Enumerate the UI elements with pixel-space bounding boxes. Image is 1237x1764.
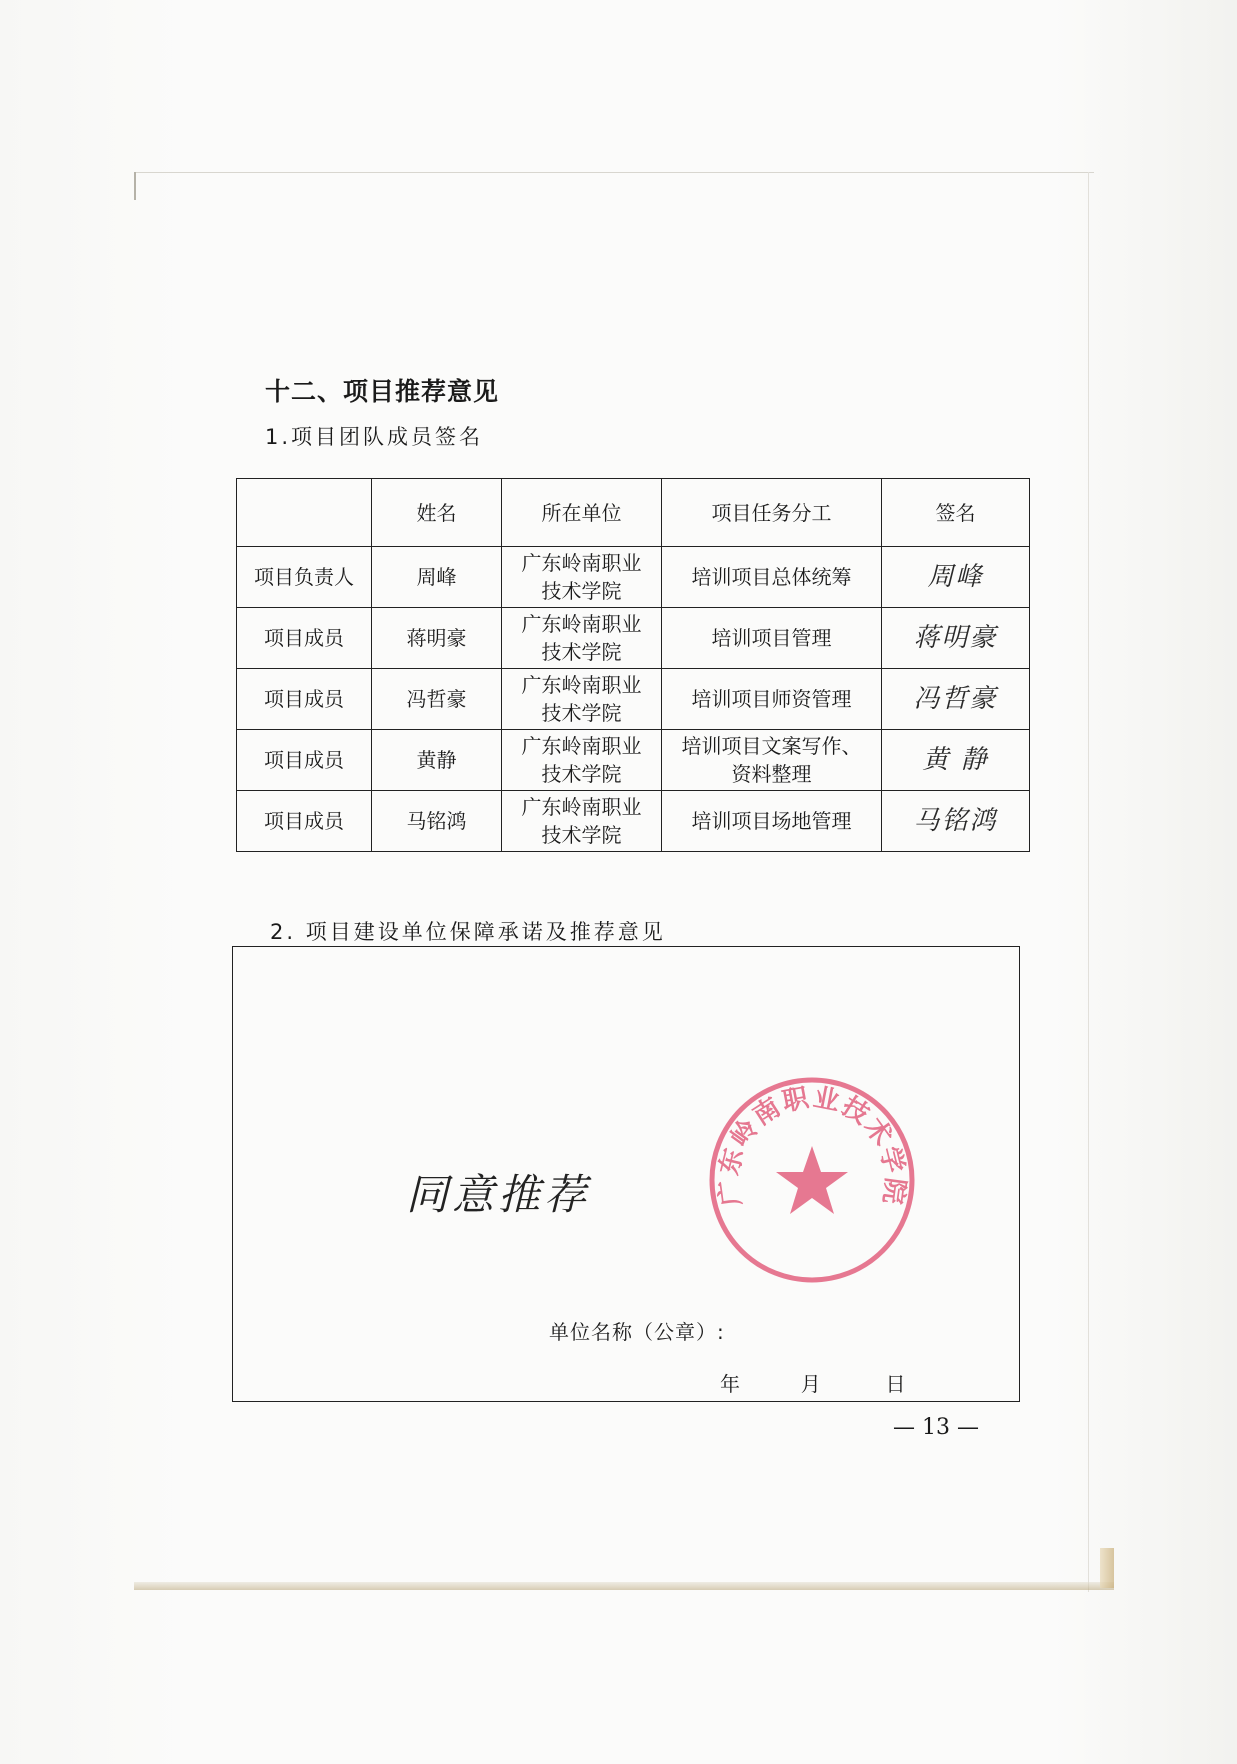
name-cell: 马铭鸿 <box>372 791 502 852</box>
table-row <box>237 608 1030 669</box>
date-line <box>720 1368 905 1397</box>
task-line: 培训项目管理 <box>711 626 832 650</box>
signature-cell <box>882 730 1030 791</box>
unit-cell <box>502 547 662 608</box>
task-cell <box>662 791 882 852</box>
unit-line: 广东岭南职业 <box>521 612 642 636</box>
task-line: 培训项目师资管理 <box>691 687 852 711</box>
signature-cell <box>882 547 1030 608</box>
part1-title: 1.项目团队成员签名 <box>265 425 484 449</box>
name-cell: 黄静 <box>372 730 502 791</box>
page-corner <box>1100 1548 1114 1588</box>
table-header-row <box>237 479 1030 547</box>
signature-cell <box>882 669 1030 730</box>
header-cell: 所在单位 <box>502 479 662 547</box>
unit-line: 技术学院 <box>541 823 622 847</box>
header-cell: 姓名 <box>372 479 502 547</box>
header-cell <box>237 479 372 547</box>
task-cell <box>662 608 882 669</box>
signature-cell <box>882 791 1030 852</box>
header-cell: 项目任务分工 <box>662 479 882 547</box>
handwritten-opinion: 同意推荐 <box>406 1170 591 1219</box>
unit-line: 广东岭南职业 <box>521 734 642 758</box>
date-day: 日 <box>885 1372 906 1396</box>
part2-title: 2. 项目建设单位保障承诺及推荐意见 <box>270 920 666 944</box>
unit-cell <box>502 791 662 852</box>
date-month: 月 <box>800 1372 821 1396</box>
handwritten-signature: 周峰 <box>927 561 984 592</box>
handwritten-signature: 冯哲豪 <box>913 683 998 714</box>
seal-text: 广东岭南职业技术学院 <box>713 1082 911 1208</box>
unit-line: 广东岭南职业 <box>521 795 642 819</box>
task-cell <box>662 547 882 608</box>
header-cell: 签名 <box>882 479 1030 547</box>
unit-line: 技术学院 <box>541 762 622 786</box>
task-line: 培训项目文案写作、 <box>681 734 862 758</box>
seal-star-icon <box>776 1146 848 1214</box>
unit-cell <box>502 730 662 791</box>
page-edge-right <box>1088 172 1089 1592</box>
role-cell: 项目成员 <box>237 608 372 669</box>
page-edge-left <box>134 172 136 200</box>
unit-line: 广东岭南职业 <box>521 551 642 575</box>
table-row <box>237 730 1030 791</box>
unit-cell <box>502 608 662 669</box>
section-title: 十二、项目推荐意见 <box>265 377 500 406</box>
team-members-table <box>236 478 1030 852</box>
page-edge-bottom <box>134 1582 1114 1590</box>
unit-line: 技术学院 <box>541 579 622 603</box>
handwritten-signature: 蒋明豪 <box>913 622 998 653</box>
task-cell <box>662 730 882 791</box>
role-cell: 项目负责人 <box>237 547 372 608</box>
role-cell: 项目成员 <box>237 669 372 730</box>
table-row <box>237 791 1030 852</box>
name-cell: 冯哲豪 <box>372 669 502 730</box>
table-row <box>237 547 1030 608</box>
table-row <box>237 669 1030 730</box>
task-line: 培训项目场地管理 <box>691 809 852 833</box>
handwritten-signature: 黄 静 <box>922 744 989 775</box>
role-cell: 项目成员 <box>237 730 372 791</box>
name-cell: 周峰 <box>372 547 502 608</box>
page-number: — 13 — <box>893 1415 979 1440</box>
unit-line: 广东岭南职业 <box>521 673 642 697</box>
task-line: 资料整理 <box>731 762 812 786</box>
unit-name-label: 单位名称（公章）: <box>549 1320 725 1344</box>
page-edge-top <box>134 172 1094 173</box>
unit-cell <box>502 669 662 730</box>
date-year: 年 <box>720 1372 740 1396</box>
task-cell <box>662 669 882 730</box>
signature-cell <box>882 608 1030 669</box>
handwritten-signature: 马铭鸿 <box>913 805 998 836</box>
unit-line: 技术学院 <box>541 640 622 664</box>
role-cell: 项目成员 <box>237 791 372 852</box>
official-seal <box>706 1074 918 1286</box>
task-line: 培训项目总体统筹 <box>691 565 852 589</box>
unit-line: 技术学院 <box>541 701 622 725</box>
name-cell: 蒋明豪 <box>372 608 502 669</box>
